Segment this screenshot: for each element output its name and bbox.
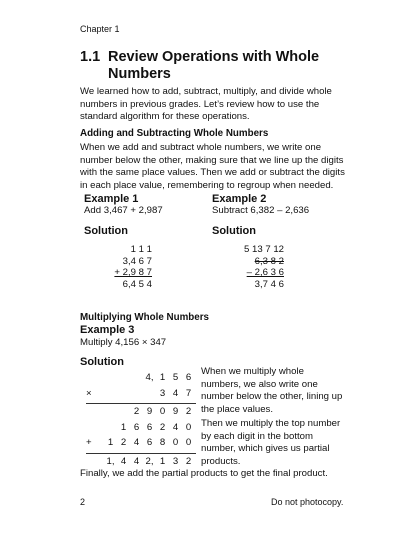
grid-digit: 8 — [159, 437, 166, 449]
example2-heading: Example 2 — [212, 193, 267, 205]
grid-digit: 5 — [172, 372, 179, 384]
grid-digit: 2 — [185, 455, 192, 467]
chapter-label: Chapter 1 — [80, 24, 120, 34]
grid-digit: 2, — [145, 455, 154, 467]
grid-digit: 0 — [159, 406, 166, 418]
example2-solution-label: Solution — [212, 225, 256, 237]
multiply-heading: Multiplying Whole Numbers — [80, 312, 209, 323]
example1-heading: Example 1 — [84, 193, 139, 205]
grid-digit: 4 — [133, 437, 140, 449]
section-number: 1.1 — [80, 49, 101, 65]
grid-digit: 1, — [106, 455, 115, 467]
grid-digit: 9 — [172, 406, 179, 418]
add-sub-heading: Adding and Subtracting Whole Numbers — [80, 128, 269, 139]
grid-digit: 2 — [120, 437, 127, 449]
example1-bottom: + 2,9 8 7 — [114, 267, 152, 278]
grid-operator: + — [86, 437, 92, 449]
grid-digit: 6 — [146, 421, 153, 433]
grid-digit: 4, — [145, 372, 154, 384]
section-title-line1: Review Operations with Whole — [108, 49, 320, 65]
page-number: 2 — [80, 497, 86, 507]
grid-digit: 6 — [185, 372, 192, 384]
grid-digit: 0 — [185, 421, 192, 433]
grid-digit: 3 — [159, 387, 166, 399]
section-title-line2: Numbers — [108, 66, 171, 82]
add-sub-paragraph: When we add and subtract whole numbers, we write one number below the other, making sure that we line up the digits with the same place values. Then we add or subtract the digits in each place value, remembering to regroup when needed. — [80, 142, 345, 191]
grid-digit: 9 — [146, 406, 153, 418]
grid-digit: 0 — [172, 437, 179, 449]
example1-addition — [86, 244, 152, 290]
example2-result: 3,7 4 6 — [254, 278, 284, 290]
grid-row — [86, 370, 196, 386]
multiply-final-note: Finally, we add the partial products to get the final product. — [80, 468, 328, 479]
grid-operator: × — [86, 387, 92, 399]
grid-row — [86, 435, 196, 451]
grid-digit: 4 — [133, 455, 140, 467]
grid-digit: 1 — [159, 455, 166, 467]
example2-regroup: 5 13 7 12 — [243, 244, 284, 255]
grid-digit: 2 — [159, 421, 166, 433]
multiplication-grid — [86, 370, 196, 469]
grid-digit: 1 — [159, 372, 166, 384]
example1-result: 6,4 5 4 — [122, 278, 152, 290]
grid-digit: 4 — [120, 455, 127, 467]
grid-digit: 3 — [172, 455, 179, 467]
grid-digit: 4 — [172, 421, 179, 433]
example2-subtraction — [218, 244, 284, 290]
grid-digit: 0 — [185, 437, 192, 449]
grid-digit: 2 — [185, 406, 192, 418]
grid-row — [86, 420, 196, 436]
section-title — [80, 49, 319, 83]
grid-digit: 6 — [146, 437, 153, 449]
grid-digit: 7 — [185, 387, 192, 399]
grid-row — [86, 454, 196, 470]
grid-digit: 6 — [133, 421, 140, 433]
grid-row — [86, 404, 196, 420]
example2-bottom: – 2,6 3 6 — [246, 267, 284, 278]
intro-paragraph: We learned how to add, subtract, multiply, and divide whole numbers in previous grades. Let’s review how to use the standard algorithm for these operations. — [80, 86, 332, 122]
grid-digit: 1 — [120, 421, 127, 433]
grid-digit: 4 — [172, 387, 179, 399]
example2-top: 6,3 8 2 — [254, 255, 284, 267]
example3-solution-label: Solution — [80, 356, 124, 368]
example1-top: 3,4 6 7 — [122, 255, 152, 267]
grid-digit: 1 — [107, 437, 114, 449]
example1-solution-label: Solution — [84, 225, 128, 237]
example2-problem: Subtract 6,382 – 2,636 — [212, 205, 310, 216]
example1-carry: 1 1 1 — [130, 244, 152, 255]
example1-problem: Add 3,467 + 2,987 — [84, 205, 163, 216]
example3-problem: Multiply 4,156 × 347 — [80, 337, 167, 348]
grid-row — [86, 386, 196, 402]
multiply-note-1: When we multiply whole numbers, we also write one number below the other, lining up the place values. — [201, 366, 343, 415]
copyright-notice: Do not photocopy. — [271, 497, 344, 507]
multiply-note-2: Then we multiply the top number by each digit in the bottom number, which gives us partial products. — [201, 418, 341, 467]
grid-digit: 2 — [133, 406, 140, 418]
example3-heading: Example 3 — [80, 324, 135, 336]
